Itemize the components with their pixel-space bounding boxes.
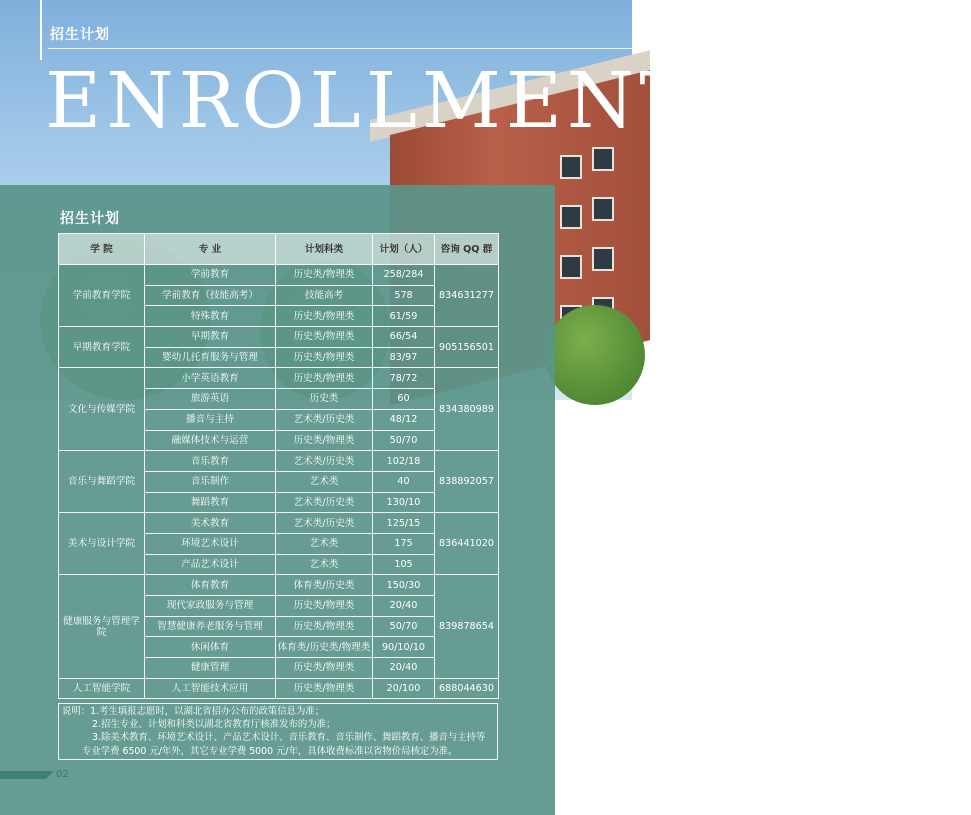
type-cell: 历史类/物理类 [276,596,373,617]
plan-cell: 60 [373,389,435,410]
type-cell: 历史类/物理类 [276,658,373,679]
footer-accent-bar [0,771,46,779]
col-header-plan: 计划（人） [373,234,435,265]
qq-group-cell: 838892057 [435,451,499,513]
major-cell: 音乐制作 [145,471,276,492]
type-cell: 艺术类/历史类 [276,409,373,430]
major-cell: 小学英语教育 [145,368,276,389]
table-row [59,451,499,472]
note-line-3: 3.除美术教育、环境艺术设计、产品艺术设计、音乐教育、音乐制作、舞蹈教育、播音与主持等 [92,732,486,744]
header-divider [40,0,42,60]
plan-cell: 102/18 [373,451,435,472]
type-cell: 艺术类/历史类 [276,492,373,513]
plan-cell: 40 [373,471,435,492]
table-row [59,265,499,286]
major-cell: 播音与主持 [145,409,276,430]
type-cell: 历史类/物理类 [276,368,373,389]
type-cell: 历史类/物理类 [276,678,373,699]
type-cell: 艺术类 [276,533,373,554]
note-line-2: 2.招生专业、计划和科类以湖北省教育厅核准发布的为准； [92,719,336,731]
plan-cell: 90/10/10 [373,637,435,658]
plan-cell: 130/10 [373,492,435,513]
plan-cell: 125/15 [373,513,435,534]
major-cell: 学前教育（技能高考） [145,285,276,306]
table-row [59,513,499,534]
type-cell: 历史类/物理类 [276,616,373,637]
college-cell: 学前教育学院 [59,265,145,327]
plan-cell: 20/40 [373,596,435,617]
type-cell: 技能高考 [276,285,373,306]
enrollment-plan-title: ENROLLMENT PLAN [45,57,971,146]
type-cell: 历史类/物理类 [276,430,373,451]
major-cell: 特殊教育 [145,306,276,327]
major-cell: 早期教育 [145,327,276,348]
major-cell: 智慧健康养老服务与管理 [145,616,276,637]
qq-group-cell: 834380989 [435,368,499,451]
major-cell: 美术教育 [145,513,276,534]
college-cell: 美术与设计学院 [59,513,145,575]
table-row [59,327,499,348]
qq-group-cell: 839878654 [435,575,499,678]
col-header-major: 专 业 [145,234,276,265]
major-cell: 休闲体育 [145,637,276,658]
major-cell: 产品艺术设计 [145,554,276,575]
college-cell: 早期教育学院 [59,327,145,368]
type-cell: 艺术类/历史类 [276,513,373,534]
table-row [59,575,499,596]
major-cell: 音乐教育 [145,451,276,472]
note-line-1: 说明：1.考生填报志愿时，以湖北省招办公布的政策信息为准； [62,706,325,717]
college-cell: 人工智能学院 [59,678,145,699]
type-cell: 历史类/物理类 [276,265,373,286]
table-header-row [59,234,499,265]
plan-cell: 48/12 [373,409,435,430]
major-cell: 人工智能技术应用 [145,678,276,699]
type-cell: 历史类 [276,389,373,410]
plan-cell: 83/97 [373,347,435,368]
major-cell: 环境艺术设计 [145,533,276,554]
note-line-4: 专业学费 6500 元/年外，其它专业学费 5000 元/年，具体收费标准以省物价局核定为准。 [82,745,458,757]
page-number: 02 [56,769,69,780]
notes [62,705,498,758]
plan-cell: 50/70 [373,616,435,637]
qq-group-cell: 905156501 [435,327,499,368]
major-cell: 学前教育 [145,265,276,286]
header-rule [48,48,632,49]
col-header-qq: 咨询 QQ 群 [435,234,499,265]
plan-cell: 50/70 [373,430,435,451]
qq-group-cell: 836441020 [435,513,499,575]
major-cell: 舞蹈教育 [145,492,276,513]
type-cell: 体育类/历史类/物理类 [276,637,373,658]
major-cell: 健康管理 [145,658,276,679]
plan-cell: 66/54 [373,327,435,348]
major-cell: 婴幼儿托育服务与管理 [145,347,276,368]
college-cell: 文化与传媒学院 [59,368,145,451]
qq-group-cell: 688044630 [435,678,499,699]
plan-cell: 20/100 [373,678,435,699]
col-header-type: 计划科类 [276,234,373,265]
plan-cell: 150/30 [373,575,435,596]
type-cell: 历史类/物理类 [276,347,373,368]
plan-cell: 78/72 [373,368,435,389]
header-small-title: 招生计划 [50,27,110,43]
college-cell: 健康服务与管理学院 [59,575,145,678]
plan-cell: 578 [373,285,435,306]
major-cell: 融媒体技术与运营 [145,430,276,451]
col-header-college: 学 院 [59,234,145,265]
enrollment-table [58,233,499,699]
major-cell: 现代家政服务与管理 [145,596,276,617]
plan-cell: 258/284 [373,265,435,286]
type-cell: 历史类/物理类 [276,327,373,348]
type-cell: 艺术类/历史类 [276,451,373,472]
section-title: 招生计划 [60,211,120,227]
type-cell: 艺术类 [276,471,373,492]
college-cell: 音乐与舞蹈学院 [59,451,145,513]
plan-cell: 61/59 [373,306,435,327]
plan-cell: 20/40 [373,658,435,679]
plan-cell: 175 [373,533,435,554]
table-row [59,678,499,699]
type-cell: 体育类/历史类 [276,575,373,596]
plan-cell: 105 [373,554,435,575]
table-row [59,368,499,389]
major-cell: 旅游英语 [145,389,276,410]
qq-group-cell: 834631277 [435,265,499,327]
type-cell: 艺术类 [276,554,373,575]
major-cell: 体育教育 [145,575,276,596]
type-cell: 历史类/物理类 [276,306,373,327]
